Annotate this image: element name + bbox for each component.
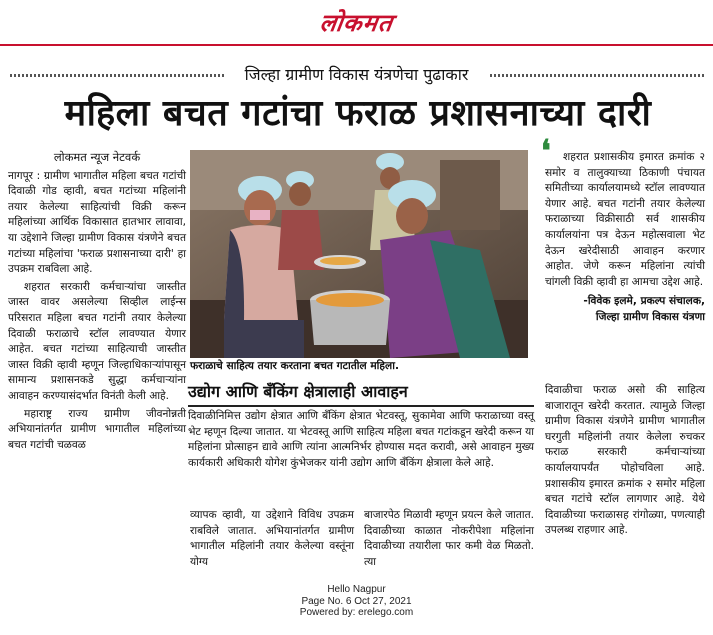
quote-box (541, 134, 705, 326)
left-paragraph-2: शहरात सरकारी कर्मचाऱ्यांचा जास्तीत जास्त वावर असलेल्या सिव्हील लाईन्स परिसरात महिला बचत गटांनी तयार केलेल्या दिवाळी फराळाचे स्टॉल लावण्यात येणार आहेत. बचत गटांच्या साहित्याची जास्तीत जास्त विक्री व्हावी म्हणून जिल्हाधिकाऱ्यांपासून सामान्य प्रशासनकडे सुद्धा कर्मचाऱ्यांना आवाहन करण्यासंदर्भात विनंती केली आहे. (8, 280, 186, 402)
footer-edition: Hello Nagpur (327, 584, 386, 595)
lokmat-logo: लोकमत (317, 8, 396, 37)
subheading: उद्योग आणि बँकिंग क्षेत्रालाही आवाहन (188, 382, 408, 401)
byline: लोकमत न्यूज नेटवर्क (53, 150, 141, 164)
masthead-rule (0, 44, 713, 46)
footer (0, 584, 713, 619)
footer-powered-by: Powered by: erelego.com (299, 607, 414, 618)
footer-page-date: Page No. 6 Oct 27, 2021 (301, 595, 412, 607)
middle-right-column: बाजारपेठ मिळावी म्हणून प्रयत्न केले जातात. दिवाळीच्या काळात नोकरीपेशा महिलांना दिवाळीच्या तयारीला फार कमी वेळ मिळतो. त्या (364, 509, 534, 568)
right-column: दिवाळीचा फराळ असो की साहित्य बाजारातून खरेदी करतात. त्यामुळे जिल्हा ग्रामीण विकास यंत्रणेने ग्रामीण भागातील घरगुती महिलांनी तयार केलेला रुचकर फराळ सरकारी कर्मचाऱ्यांच्या कार्यालयापर्यंत पोहोचविला आहे. प्रशासकीय इमारत क्रमांक २ समोर महिला बचत गटांचे स्टॉल लागणार आहे. येथे दिवाळीच्या फराळासह रांगोळ्या, पणत्याही उपलब्ध राहणार आहे. (545, 384, 705, 537)
left-column (8, 150, 186, 455)
left-paragraph-3: महाराष्ट्र राज्य ग्रामीण जीवनोन्नती अभियानांतर्गत ग्रामीण भागातील महिलांच्या बचत गटांची चळवळ (8, 407, 186, 451)
subheading-rule (188, 405, 534, 407)
attribution-name: -विवेक इलमे, प्रकल्प संचालक, (583, 295, 705, 308)
kicker-text: जिल्हा ग्रामीण विकास यंत्रणेचा पुढाकार (233, 63, 481, 85)
news-photo (190, 150, 528, 358)
attribution-org: जिल्हा ग्रामीण विकास यंत्रणा (595, 310, 705, 323)
kicker (0, 63, 713, 85)
quote-attribution (545, 294, 705, 325)
quote-mark-icon: ❛ (541, 134, 551, 169)
middle-left-column: व्यापक व्हावी, या उद्देशाने विविध उपक्रम राबविले जातात. अभियानांतर्गत ग्रामीण भागातील महिलांनी तयार केलेल्या वस्तूंना योग्य (190, 509, 354, 568)
left-paragraph-1: नागपूर : ग्रामीण भागातील महिला बचत गटांची दिवाळी गोड व्हावी, बचत गटांच्या महिलांनी तयार केलेल्या साहित्यांची विक्री करून महिलांच्या आर्थिक विकासात हातभार लावावा, या उद्देशाने जिल्हा ग्रामीण विकास यंत्रणेने बचत गटांच्या महिलांचा 'फराळ प्रशासनाच्या दारी' हा उपक्रम राबविला आहे. (8, 169, 186, 276)
photo-illustration (190, 150, 528, 358)
masthead (0, 0, 713, 44)
quote-text: शहरात प्रशासकीय इमारत क्रमांक २ समोर व तालुक्याच्या ठिकाणी पंचायत समितीच्या कार्यालयामध्ये स्टॉल लावण्यात येणार आहे. बचत गटांनी तयार केलेल्या फराळाच्या विक्रीसाठी सर्व शासकीय कार्यालयांना पत्र देऊन महोत्सवाला भेट देऊन खरेदीसाठी आवाहन करणार आहोत. जेणे करून महिलांना त्यांची चांगली विक्री व्हावी हा आमचा उद्देश आहे. (545, 151, 705, 288)
headline: महिला बचत गटांचा फराळ प्रशासनाच्या दारी (64, 93, 652, 134)
photo-caption: फराळाचे साहित्य तयार करताना बचत गटातील महिला. (190, 360, 399, 372)
box-paragraph: दिवाळीनिमित्त उद्योग क्षेत्रात आणि बँकिंग क्षेत्रात भेटवस्तू, सुकामेवा आणि फराळाच्या वस्तू भेट म्हणून दिल्या जातात. या भेटवस्तू आणि साहित्य महिला बचत गटांकडून खरेदी करून या महिलांना प्रोत्साहन द्यावे आणि त्यांना आत्मनिर्भर होण्यास मदत करावी, असे आवाहन मुख्य कार्यकारी अधिकारी योगेश कुंभेजकर यांनी उद्योग आणि बँकिंग क्षेत्राला केले आहे. (188, 410, 534, 469)
